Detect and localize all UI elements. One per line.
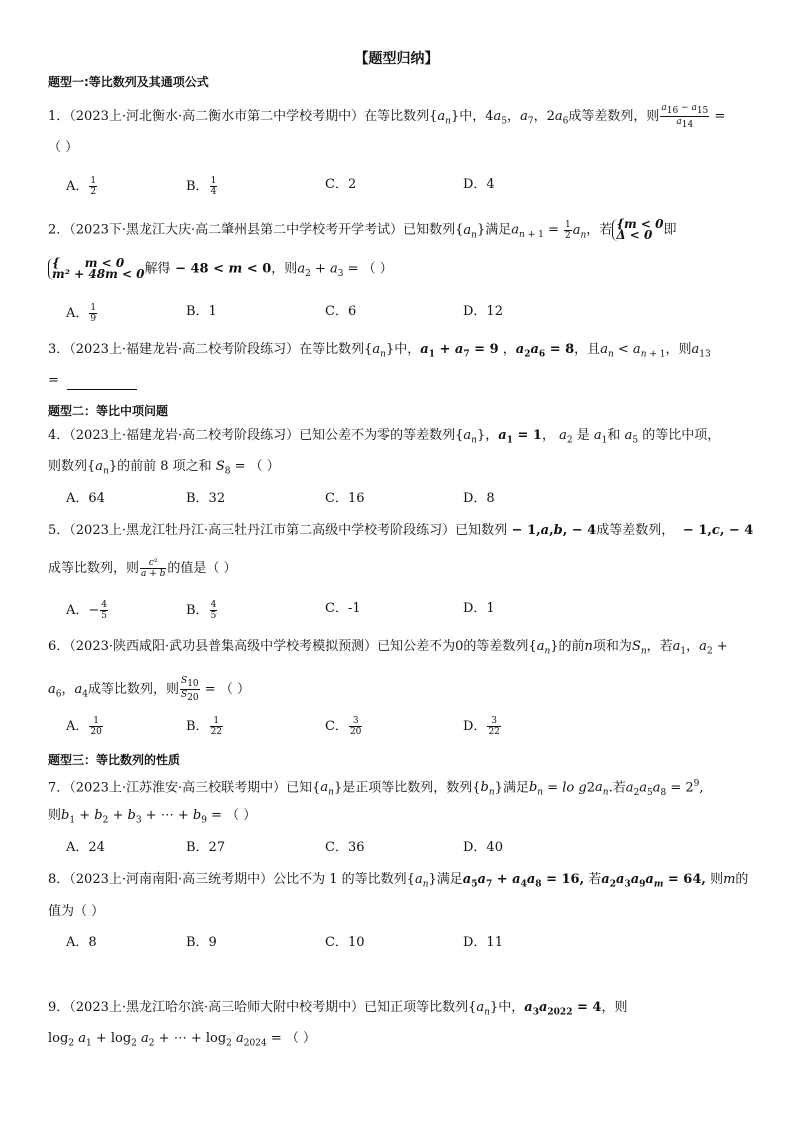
q7-option-b[interactable]: B．27 [186,840,226,855]
section-heading-2: 题型二：等比中项问题 [48,404,169,418]
question-9: 9．（2023上·黑龙江哈尔滨·高三哈师大附中校考期中）已知正项等比数列$\{a_n\}$中，$a_3a_{2022} = 4$，则 [48,1000,628,1018]
q4-option-d[interactable]: D．8 [463,491,495,506]
q4-option-a[interactable]: A．64 [66,491,105,506]
q2-option-d[interactable]: D．12 [463,304,503,319]
q6-option-d[interactable]: D． $\frac{3}{22}$ [463,716,500,737]
q5-option-b[interactable]: B． $\frac{4}{5}$ [186,600,217,621]
q2-option-a[interactable]: A． $\frac{1}{9}$ [66,303,97,324]
question-2-line-2: { m < 0 m² + 48m < 0解得 − 48 < m < 0，则$a_2 + a_3$ = （ ） [48,258,749,283]
q4-option-b[interactable]: B．32 [186,491,226,506]
q8-option-a[interactable]: A．8 [66,935,97,950]
q5-option-d[interactable]: D．1 [463,601,495,616]
question-1-paren: （ ） [48,140,79,155]
q7-option-d[interactable]: D．40 [463,840,503,855]
question-7: 7．（2023上·江苏淮安·高三校联考期中）已知$\{a_n\}$是正项等比数列，数列$\{b_n\}$满足$b_n$ = lo $g2a_n$.若$a_2a_5a_8 = 2^9$, [48,779,704,798]
question-6-line-2: $a_6$，$a_4$成等比数列，则 $\frac{S_{10}}{S_{20}}$ = （ ） [48,676,250,703]
q8-option-c[interactable]: C．10 [325,935,365,950]
q1-option-a[interactable]: A． $\frac{1}{2}$ [66,176,97,197]
q8-option-b[interactable]: B．9 [186,935,217,950]
question-4-line-2: 则数列$\{a_n\}$的前前 8 项之和 $S_8$ = （ ） [48,459,280,477]
q2-option-b[interactable]: B．1 [186,304,217,319]
q5-option-c[interactable]: C．-1 [325,601,361,616]
question-4: 4．（2023上·福建龙岩·高二校考阶段练习）已知公差不为零的等差数列$\{a_n\}$，$a_1 = 1$， $a_2$ 是 $a_1$和 $a_5$ 的等比中项， [48,428,721,446]
question-3-answer-blank[interactable]: = [48,372,749,390]
question-7-line-2: 则$b_1 + b_2 + b_3$ + ⋯ + $b_9$ = （ ） [48,808,257,826]
q7-option-c[interactable]: C．36 [325,840,365,855]
q1-option-c[interactable]: C．2 [325,177,357,192]
question-1: 1．（2023上·河北衡水·高二衡水市第二中学校考期中）在等比数列$\{a_n\}$中，$4a_5$，$a_7$，$2a_6$成等差数列，则 $\frac{a_{16} - a_{15}}{a_{14}}$ = [48,103,726,130]
q1-option-d[interactable]: D．4 [463,177,495,192]
question-6: 6．（2023·陕西咸阳·武功县普集高级中学校考模拟预测）已知公差不为0的等差数列$\{a_n\}$的前n项和为$S_n$，若$a_1$，$a_2$ + [48,639,728,657]
q6-option-c[interactable]: C． $\frac{3}{20}$ [325,716,362,737]
q4-option-c[interactable]: C．16 [325,491,365,506]
q7-option-a[interactable]: A．24 [66,840,105,855]
page-title: 【题型归纳】 [354,51,439,67]
question-5-line-2: 成等比数列，则 $\frac{\text{c²}}{a + b}$ 的值是（ ） [48,558,237,579]
question-2: 2．（2023下·黑龙江大庆·高二肇州县第二中学校考开学考试）已知数列$\{a_n\}$满足$a_{n + 1}$ = $\frac{1}{2}$ $a_n$，若 {m < 0 Δ < 0 即 [48,217,677,242]
q6-option-b[interactable]: B． $\frac{1}{22}$ [186,716,223,737]
q1-option-b[interactable]: B． $\frac{1}{4}$ [186,176,217,197]
section-heading-3: 题型三：等比数列的性质 [48,753,181,767]
section-heading-1: 题型一:等比数列及其通项公式 [48,75,209,89]
q2-option-c[interactable]: C．6 [325,304,357,319]
question-3: 3．（2023上·福建龙岩·高二校考阶段练习）在等比数列$\{a_n\}$中，$a_1 + a_7 = 9$ ，$a_2a_6 = 8$，且$a_n < a_{n + 1}$，则$a_{13}$ [48,342,711,360]
question-8: 8．（2023上·河南南阳·高三统考期中）公比不为 1 的等比数列$\{a_n\}$满足$a_5a_7 + a_4a_8 = 16$, 若$a_2a_3a_9a_m = 64$, 则m的 [48,872,749,890]
question-8-line-2: 值为（ ） [48,904,105,919]
q5-option-a[interactable]: A．− $\frac{4}{5}$ [66,600,108,621]
q6-option-a[interactable]: A． $\frac{1}{20}$ [66,716,102,737]
question-9-line-2: $\log_2 a_1 + \log_2 a_2$ + ⋯ + $\log_2 a_{2024}$ = （ ） [48,1031,317,1049]
q8-option-d[interactable]: D．11 [463,935,503,950]
question-5: 5．（2023上·黑龙江牡丹江·高三牡丹江市第二高级中学校考阶段练习）已知数列 − 1,a,b, − 4成等差数列， − 1,c, − 4 [48,523,754,538]
